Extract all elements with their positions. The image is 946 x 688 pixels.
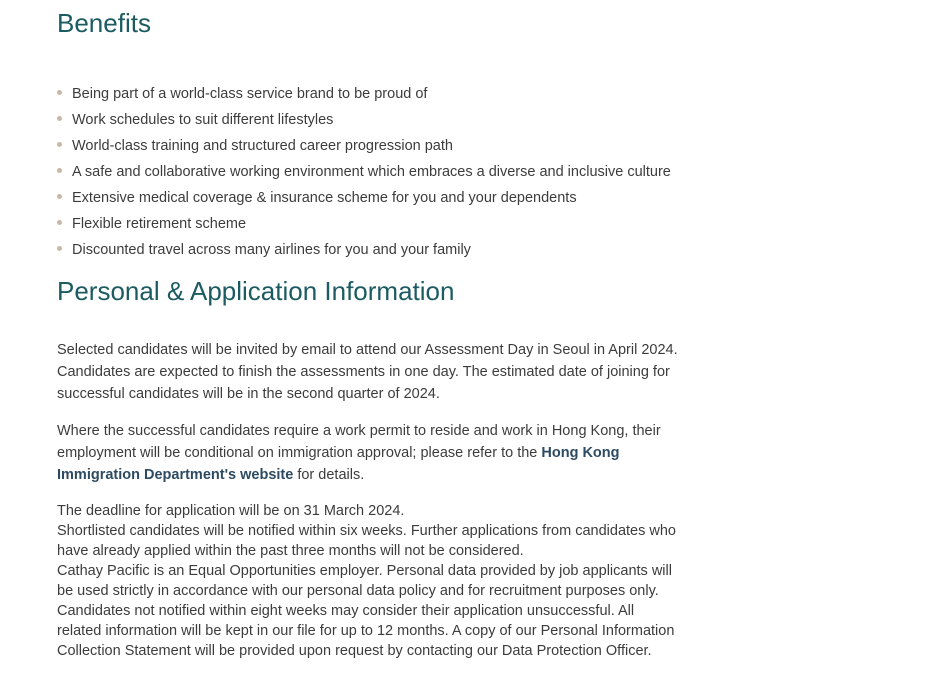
list-item bbox=[57, 81, 697, 107]
paragraph-text: for details. bbox=[293, 467, 365, 483]
benefits-list bbox=[57, 81, 697, 263]
paragraph-line: Collection Statement will be provided upon request by contacting our Data Protection Officer. bbox=[57, 643, 652, 659]
personal-info-heading: Personal & Application Information bbox=[57, 276, 455, 306]
paragraph-line bbox=[57, 464, 677, 486]
paragraph-line: Candidates are expected to finish the assessments in one day. The estimated date of joining for bbox=[57, 364, 670, 380]
paragraph-line: Where the successful candidates require a work permit to reside and work in Hong Kong, their bbox=[57, 423, 661, 439]
bullet-icon bbox=[57, 220, 62, 225]
benefit-text: Discounted travel across many airlines for you and your family bbox=[72, 242, 471, 258]
bullet-icon bbox=[57, 90, 62, 95]
list-item bbox=[57, 185, 697, 211]
benefit-text: A safe and collaborative working environment which embraces a diverse and inclusive culture bbox=[72, 164, 671, 180]
list-item bbox=[57, 237, 697, 263]
paragraph-line: Candidates not notified within eight weeks may consider their application unsuccessful. All bbox=[57, 603, 635, 619]
bullet-icon bbox=[57, 168, 62, 173]
paragraph-line: Shortlisted candidates will be notified within six weeks. Further applications from candidates who bbox=[57, 523, 676, 539]
paragraph-line: related information will be kept in our file for up to 12 months. A copy of our Personal Information bbox=[57, 623, 675, 639]
benefits-heading: Benefits bbox=[57, 8, 151, 38]
benefit-text: Work schedules to suit different lifestyles bbox=[72, 112, 334, 128]
bullet-icon bbox=[57, 194, 62, 199]
list-item bbox=[57, 133, 697, 159]
bullet-icon bbox=[57, 142, 62, 147]
benefit-text: World-class training and structured career progression path bbox=[72, 138, 453, 154]
paragraph-line bbox=[57, 442, 677, 464]
paragraph-line: have already applied within the past three months will not be considered. bbox=[57, 543, 524, 559]
benefit-text: Extensive medical coverage & insurance scheme for you and your dependents bbox=[72, 190, 577, 206]
paragraph-text: employment will be conditional on immigration approval; please refer to the bbox=[57, 445, 542, 461]
paragraph-line: Selected candidates will be invited by email to attend our Assessment Day in Seoul in April 2024. bbox=[57, 342, 678, 358]
paragraph-line: be used strictly in accordance with our personal data policy and for recruitment purposes only. bbox=[57, 583, 659, 599]
list-item bbox=[57, 107, 697, 133]
bullet-icon bbox=[57, 246, 62, 251]
immigration-website-link[interactable]: Hong Kong bbox=[541, 445, 620, 461]
list-item bbox=[57, 159, 697, 185]
bullet-icon bbox=[57, 116, 62, 121]
work-permit-paragraph bbox=[57, 420, 677, 486]
assessment-paragraph bbox=[57, 339, 677, 405]
immigration-website-link-continued[interactable]: Immigration Department's website bbox=[57, 467, 294, 483]
list-item bbox=[57, 211, 697, 237]
benefit-text: Being part of a world-class service brand to be proud of bbox=[72, 86, 428, 102]
paragraph-line: successful candidates will be in the second quarter of 2024. bbox=[57, 386, 440, 402]
paragraph-line: The deadline for application will be on 31 March 2024. bbox=[57, 503, 405, 519]
paragraph-line: Cathay Pacific is an Equal Opportunities employer. Personal data provided by job applicants will bbox=[57, 563, 672, 579]
benefit-text: Flexible retirement scheme bbox=[72, 216, 247, 232]
deadline-paragraph bbox=[57, 501, 677, 661]
